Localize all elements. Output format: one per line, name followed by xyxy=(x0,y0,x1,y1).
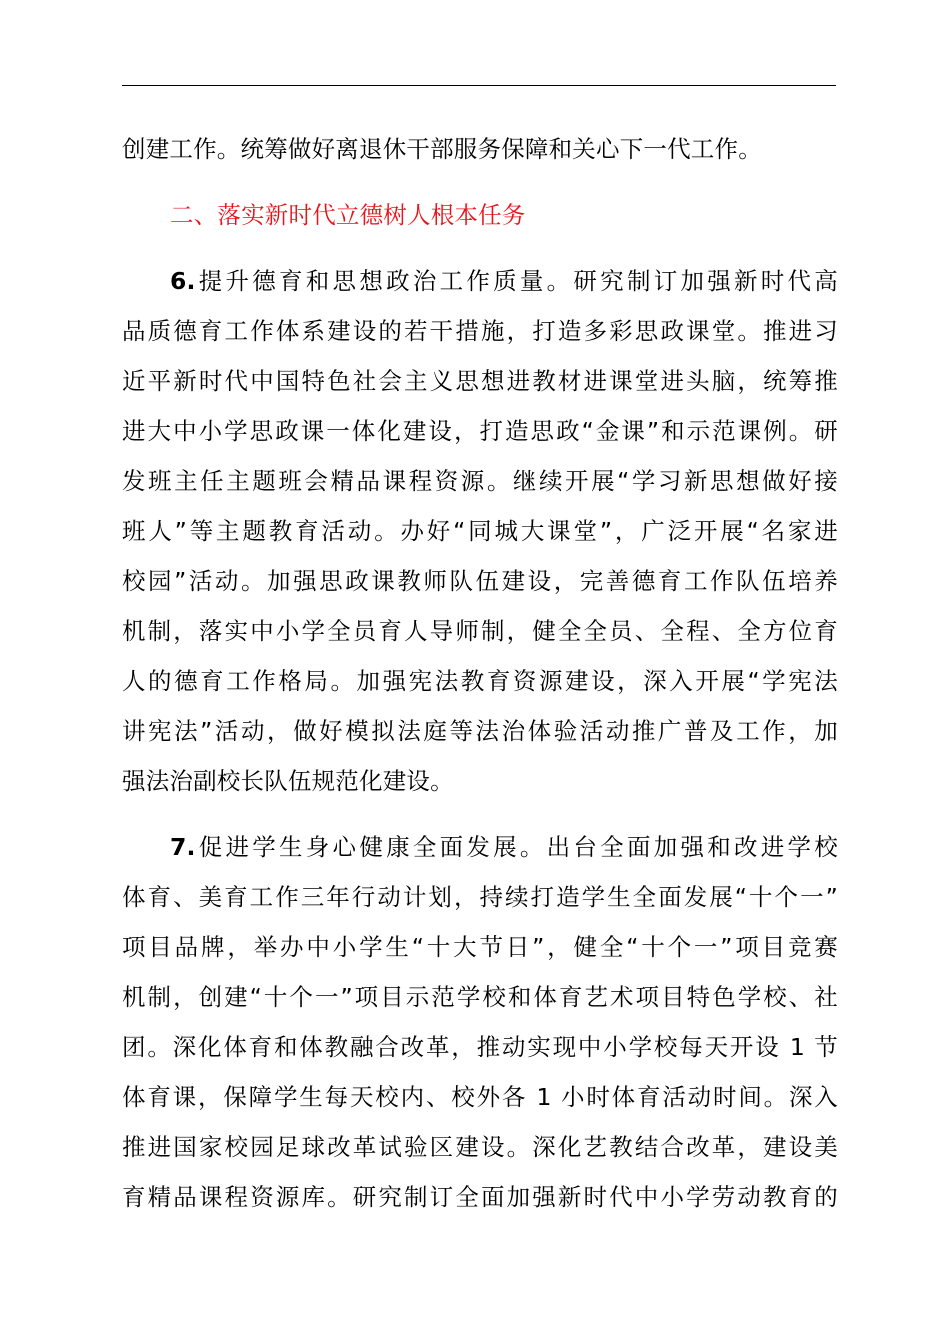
paragraph-line: 校园”活动。加强思政课教师队伍建设，完善德育工作队伍培养 xyxy=(122,567,838,595)
paragraph-line: 讲宪法”活动，做好模拟法庭等法治体验活动推广普及工作，加 xyxy=(122,717,838,745)
item-7-paragraph xyxy=(122,822,838,1222)
paragraph-line: 进大中小学思政课一体化建设，打造思政“金课”和示范课例。研 xyxy=(122,417,838,445)
paragraph-line: 品质德育工作体系建设的若干措施，打造多彩思政课堂。推进习 xyxy=(122,317,838,345)
continuation-paragraph: 创建工作。统筹做好离退休干部服务保障和关心下一代工作。 xyxy=(122,135,762,163)
paragraph-line: 体育、美育工作三年行动计划，持续打造学生全面发展“十个一” xyxy=(122,883,838,911)
paragraph-line: 项目品牌，举办中小学生“十大节日”，健全“十个一”项目竞赛 xyxy=(122,933,838,961)
section-heading: 二、落实新时代立德树人根本任务 xyxy=(170,201,526,229)
paragraph-line: 人的德育工作格局。加强宪法教育资源建设，深入开展“学宪法 xyxy=(122,667,838,695)
paragraph-line: 体育课，保障学生每天校内、校外各 1 小时体育活动时间。深入 xyxy=(122,1083,838,1111)
paragraph-line: 发班主任主题班会精品课程资源。继续开展“学习新思想做好接 xyxy=(122,467,838,495)
document-body xyxy=(122,124,838,1222)
item-number: 7. xyxy=(170,833,196,861)
header-rule xyxy=(122,85,836,86)
paragraph-line: 机制，创建“十个一”项目示范学校和体育艺术项目特色学校、社 xyxy=(122,983,838,1011)
paragraph-line: 近平新时代中国特色社会主义思想进教材进课堂进头脑，统筹推 xyxy=(122,367,838,395)
paragraph-line: 团。深化体育和体教融合改革，推动实现中小学校每天开设 1 节 xyxy=(122,1033,838,1061)
paragraph-line: 6.提升德育和思想政治工作质量。研究制订加强新时代高 xyxy=(170,267,838,295)
paragraph-line: 班人”等主题教育活动。办好“同城大课堂”，广泛开展“名家进 xyxy=(122,517,838,545)
paragraph-line: 育精品课程资源库。研究制订全面加强新时代中小学劳动教育的 xyxy=(122,1183,838,1211)
item-6-paragraph xyxy=(122,256,838,806)
paragraph-line: 7.促进学生身心健康全面发展。出台全面加强和改进学校 xyxy=(170,833,838,861)
paragraph-line: 推进国家校园足球改革试验区建设。深化艺教结合改革，建设美 xyxy=(122,1133,838,1161)
paragraph-line: 强法治副校长队伍规范化建设。 xyxy=(122,767,454,795)
paragraph-line: 机制，落实中小学全员育人导师制，健全全员、全程、全方位育 xyxy=(122,617,838,645)
item-number: 6. xyxy=(170,267,196,295)
